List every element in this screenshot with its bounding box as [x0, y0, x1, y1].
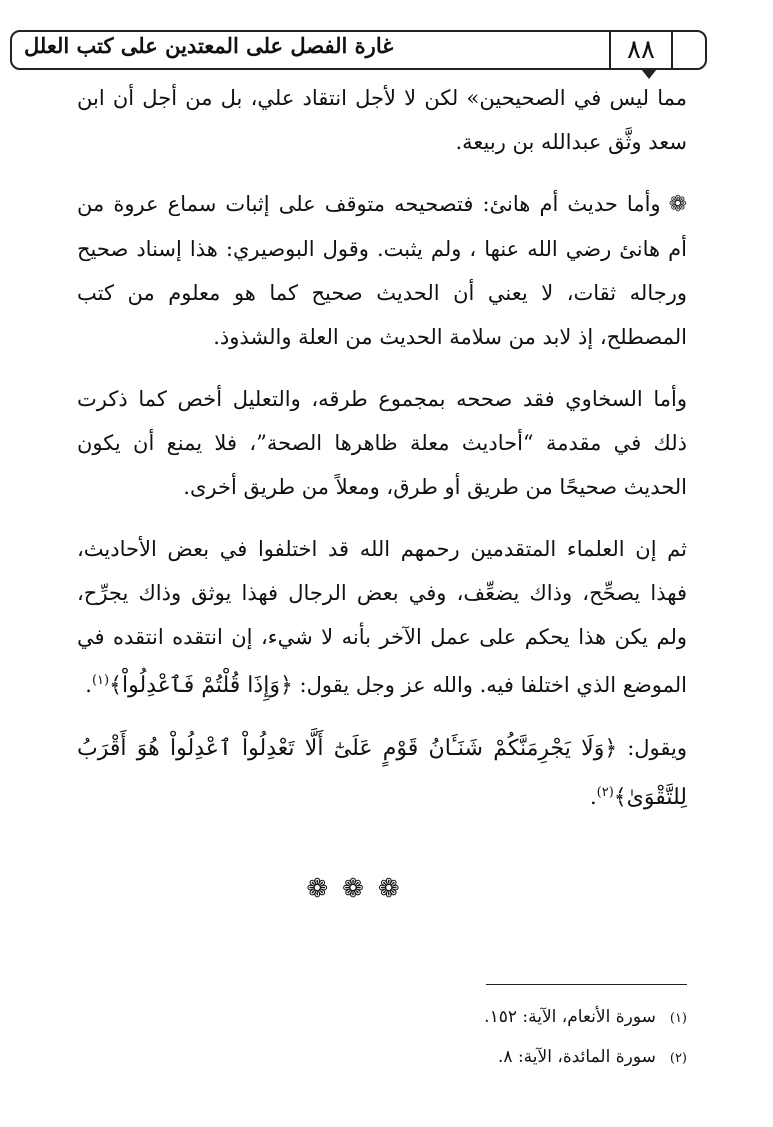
paragraph-text: وأما حديث أم هانئ: فتصحيحه متوقف على إثبات سماع عروة من أم هانئ رضي الله عنها ، ولم يثبت. وقول البوصيري: هذا إسناد صحيح ورجاله ثقات، لا يعني أن الحديث صحيح كما هو معلوم من كتب المصطلح، إذ لابد من سلامة الحديث من العلة والشذوذ. [77, 192, 687, 349]
flower-ornament-icon: ❁ [668, 192, 687, 217]
footnote-1 [287, 998, 687, 1038]
quran-verse: ﴿وَإِذَا قُلْتُمْ فَٱعْدِلُواْ﴾ [109, 673, 293, 698]
running-header [10, 30, 707, 70]
sentence-end: . [589, 785, 597, 809]
paragraph-3 [77, 377, 687, 509]
footnotes [287, 998, 687, 1078]
page-number: ٨٨ [609, 30, 673, 70]
paragraph-5 [77, 726, 687, 820]
footnote-ref[interactable]: (١) [91, 673, 110, 688]
paragraph-text: مما ليس في الصحيحين» لكن لا لأجل انتقاد علي، بل من أجل أن ابن سعد وثَّق عبدالله بن ربيعة. [77, 86, 687, 154]
footnote-separator [486, 984, 687, 985]
paragraph-1 [77, 76, 687, 164]
sentence-end: . [85, 673, 92, 697]
footnote-ref[interactable]: (٢) [596, 785, 614, 800]
paragraph-2 [77, 182, 687, 359]
book-title: غارة الفصل على المعتدين على كتب العلل [24, 33, 394, 58]
paragraph-text: وأما السخاوي فقد صححه بمجموع طرقه، والتعليل أخص كما ذكرت ذلك في مقدمة “أحاديث معلة ظاهرها الصحة”، فلا يمنع أن يكون الحديث صحيحًا من طريق أو طرق، ومعلاً من طريق أخرى. [77, 387, 687, 499]
footnote-number: (١) [669, 1011, 687, 1026]
footnote-2 [287, 1038, 687, 1078]
footnote-number: (٢) [669, 1051, 687, 1066]
main-text [77, 76, 687, 838]
footnote-text: سورة الأنعام، الآية: ١٥٢. [484, 1007, 656, 1027]
paragraph-text: ثم إن العلماء المتقدمين رحمهم الله قد اختلفوا في بعض الأحاديث، فهذا يصحِّح، وذاك يضعِّف، وفي بعض الرجال فهذا يوثق وذاك يجرِّح، ولم يكن هذا يحكم على عمل الآخر بأنه لا شيء، إن انتقده انتقده في الموضع الذي اختلفا فيه. والله عز وجل يقول: [77, 537, 687, 697]
section-divider-flower-icon: ❁❁❁ [306, 874, 414, 904]
paragraph-4 [77, 527, 687, 708]
paragraph-text: ويقول: [627, 736, 687, 760]
quran-verse: ﴿وَلَا يَجْرِمَنَّكُمْ شَنَـَٔانُ قَوْمٍ عَلَىٰٓ أَلَّا تَعْدِلُواْ ٱعْدِلُواْ هُوَ أَقْرَبُ لِلتَّقْوَىٰ﴾ [77, 736, 687, 810]
footnote-text: سورة المائدة، الآية: ٨. [498, 1047, 656, 1067]
